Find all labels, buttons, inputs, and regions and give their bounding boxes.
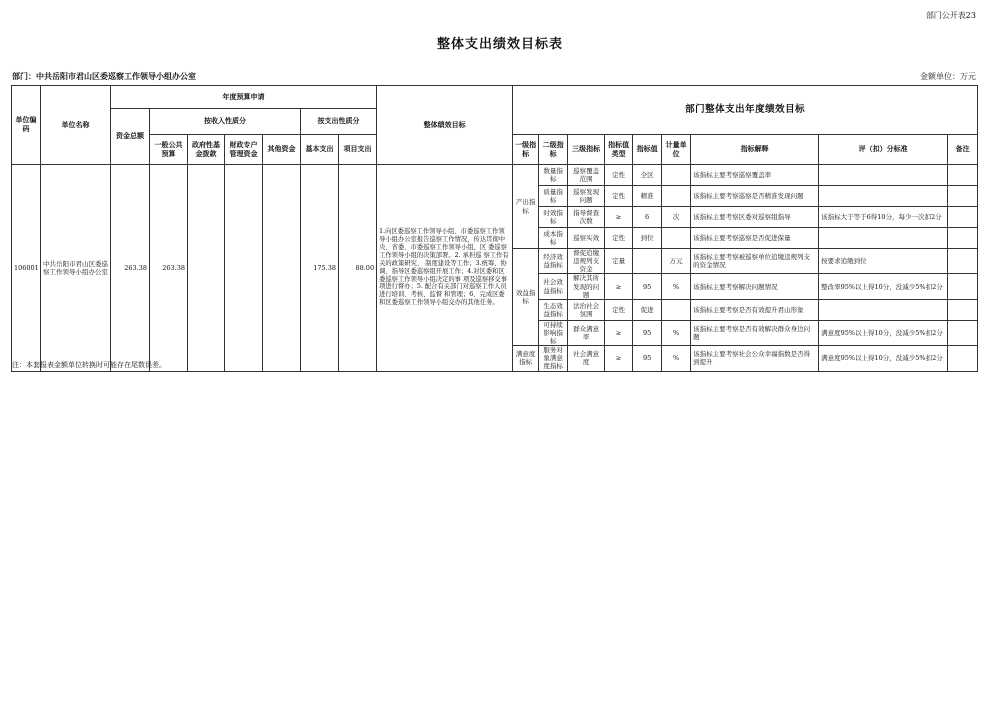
page-title: 整体支出绩效目标表 [436,37,563,52]
cell-remark [948,320,978,345]
cell-project-expense: 88.00 [339,165,377,372]
cell-unit-name: 中共岳阳市君山区委巡察工作领导小组办公室 [41,165,111,372]
cell-type: 定量 [605,249,633,274]
cell-remark [948,186,978,207]
cell-scoring [819,165,948,186]
cell-unit: % [662,274,691,299]
cell-remark [948,207,978,228]
cell-gov-fund [188,165,225,372]
department-label: 部门：中共岳阳市君山区委巡察工作领导小组办公室 [12,71,196,81]
cell-explanation: 该指标主要考察区委对巡察组指导 [691,207,819,228]
header-level3: 三级指标 [568,135,605,165]
cell-level2: 可持续影响指标 [539,320,568,345]
cell-explanation: 该指标主要考察解决问题情况 [691,274,819,299]
cell-level2: 社会效益指标 [539,274,568,299]
footnote: 注：本套报表金额单位转换时可能存在尾数误差。 [12,361,166,369]
header-general-budget: 一般公共预算 [150,135,188,165]
cell-type: 定性 [605,228,633,249]
cell-other-fund [263,165,301,372]
cell-scoring [819,228,948,249]
cell-level2: 时效指标 [539,207,568,228]
cell-type: 定性 [605,165,633,186]
page-tag: 部门公开表23 [925,11,976,20]
cell-unit [662,186,691,207]
cell-unit [662,299,691,320]
cell-unit: % [662,346,691,371]
performance-table [11,85,978,372]
cell-total: 263.38 [111,165,150,372]
cell-level3: 群众满意率 [568,320,605,345]
cell-remark [948,249,978,274]
cell-level3: 巡察发现问题 [568,186,605,207]
cell-value: 6 [633,207,662,228]
cell-type: 定性 [605,299,633,320]
cell-level3: 督促追缴违规列支资金 [568,249,605,274]
cell-explanation: 该指标主要考察被巡察单位追缴违规列支的资金情况 [691,249,819,274]
cell-value: 95 [633,320,662,345]
cell-value: 促进 [633,299,662,320]
header-fiscal-special: 财政专户管理资金 [225,135,263,165]
cell-value: 95 [633,346,662,371]
header-gov-fund: 政府性基金拨款 [188,135,225,165]
cell-level2: 数量指标 [539,165,568,186]
cell-unit [662,228,691,249]
cell-explanation: 该指标主要考察巡察覆盖率 [691,165,819,186]
cell-basic-expense: 175.38 [301,165,339,372]
table-row [12,165,978,186]
header-level2: 二级指标 [539,135,568,165]
cell-level3: 法治社会氛围 [568,299,605,320]
header-by-income: 按收入性质分 [150,109,301,135]
cell-level1-benefit: 效益指标 [513,249,539,346]
cell-level2: 服务对象满意度指标 [539,346,568,371]
header-project-expense: 项目支出 [339,135,377,165]
cell-level1-satisfaction: 满意度指标 [513,346,539,371]
cell-remark [948,228,978,249]
cell-scoring: 满意度95%以上得10分，没减少5%扣2分 [819,346,948,371]
cell-explanation: 该指标主要考察巡察是否促进保量 [691,228,819,249]
header-value: 指标值 [633,135,662,165]
header-annual-budget: 年度预算申请 [111,86,377,109]
cell-remark [948,165,978,186]
cell-value: 精准 [633,186,662,207]
cell-value [633,249,662,274]
header-remarks: 备注 [948,135,978,165]
cell-level2: 经济效益指标 [539,249,568,274]
cell-level2: 成本指标 [539,228,568,249]
cell-level2: 生态效益指标 [539,299,568,320]
header-unit-code: 单位编码 [12,86,41,165]
cell-remark [948,346,978,371]
cell-remark [948,299,978,320]
header-value-type: 指标值类型 [605,135,633,165]
cell-type: ≥ [605,320,633,345]
cell-level3: 指导督查次数 [568,207,605,228]
cell-overall-goal: 1.向区委巡察工作领导小组、市委巡察工作领导小组办公室报告巡察工作情况，传达贯彻中央、省委、市委巡察工作领导小组、区 委巡察工作领导小组的决策部署。2. 承担巡 察工作有关的政策研究、 制度建设等工作；3.统筹、协调、指导区委巡察组开展工作；4.对区委和区委巡察工作领导小组决定的事 项及巡察移交事项进行督办；5. 配合有关部门对巡察工作人员进行培训、考核、监督 和管理；6、完成区委和区委巡察工作领导小组交办的其他任务。 [377,165,513,372]
header-scoring: 评（扣）分标准 [819,135,948,165]
cell-value: 95 [633,274,662,299]
header-measure-unit: 计量单位 [662,135,691,165]
header-other-fund: 其他资金 [263,135,301,165]
cell-type: ≥ [605,346,633,371]
cell-explanation: 该指标主要考察是否有效解决群众身边问题 [691,320,819,345]
cell-level3: 社会满意度 [568,346,605,371]
cell-type: ≥ [605,274,633,299]
cell-explanation: 该指标主要考察社会公众幸福指数是否得到提升 [691,346,819,371]
header-by-expense: 按支出性质分 [301,109,377,135]
header-unit-name: 单位名称 [41,86,111,165]
cell-scoring [819,186,948,207]
header-explanation: 指标解释 [691,135,819,165]
header-level1: 一级指标 [513,135,539,165]
header-dept-goal: 部门整体支出年度绩效目标 [513,86,978,135]
cell-scoring: 按要求追缴到位 [819,249,948,274]
cell-unit: 次 [662,207,691,228]
cell-scoring: 该指标大于等于6得10分，每少一次扣2分 [819,207,948,228]
cell-level3: 巡察实效 [568,228,605,249]
cell-level2: 质量指标 [539,186,568,207]
cell-level3: 巡察覆盖范围 [568,165,605,186]
cell-explanation: 该指标主要考察是否有效提升君山形象 [691,299,819,320]
cell-level3: 解决其所发现的问题 [568,274,605,299]
cell-remark [948,274,978,299]
header-basic-expense: 基本支出 [301,135,339,165]
header-total: 资金总额 [111,109,150,165]
cell-scoring [819,299,948,320]
cell-scoring: 整改率95%以上得10分，没减少5%扣2分 [819,274,948,299]
cell-scoring: 满意度95%以上得10分，没减少5%扣2分 [819,320,948,345]
cell-unit: 万元 [662,249,691,274]
cell-value: 全区 [633,165,662,186]
cell-fiscal-special [225,165,263,372]
amount-unit-label: 金额单位：万元 [920,72,976,81]
cell-type: 定性 [605,186,633,207]
cell-unit-code: 106001 [12,165,41,372]
cell-general-budget: 263.38 [150,165,188,372]
cell-explanation: 该指标主要考察巡察是否精准发现问题 [691,186,819,207]
header-overall-goal: 整体绩效目标 [377,86,513,165]
cell-unit: % [662,320,691,345]
cell-unit [662,165,691,186]
cell-type: ≥ [605,207,633,228]
cell-level1-output: 产出指标 [513,165,539,249]
cell-value: 到位 [633,228,662,249]
